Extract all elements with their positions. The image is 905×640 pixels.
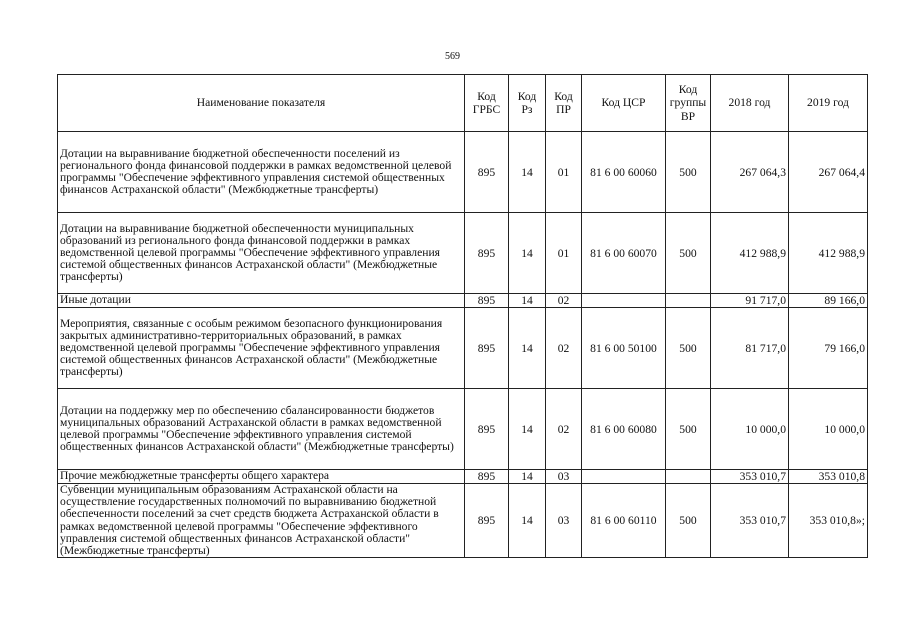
row-name: Дотации на поддержку мер по обеспечению сбалансированности бюджетов муниципальных образований Астраханской области в рамках ведомственной целевой программы "Обеспечение эффективного управления системой общественных финансов Астраханской области" (Межбюджетные трансферты) (58, 389, 465, 470)
row-pr: 02 (546, 308, 582, 389)
row-csr: 81 6 00 60060 (582, 132, 666, 213)
row-name: Прочие межбюджетные трансферты общего характера (58, 470, 465, 484)
row-rz: 14 (509, 132, 546, 213)
row-grbs: 895 (465, 294, 509, 308)
row-vr: 500 (666, 484, 711, 558)
row-grbs: 895 (465, 213, 509, 294)
row-rz: 14 (509, 484, 546, 558)
header-2019: 2019 год (789, 75, 868, 132)
budget-table (57, 74, 868, 558)
row-2018: 91 717,0 (711, 294, 789, 308)
row-vr (666, 294, 711, 308)
row-name: Иные дотации (58, 294, 465, 308)
row-2018: 353 010,7 (711, 470, 789, 484)
row-pr: 03 (546, 484, 582, 558)
row-csr (582, 470, 666, 484)
row-grbs: 895 (465, 470, 509, 484)
header-vr: Код группы ВР (666, 75, 711, 132)
row-rz: 14 (509, 389, 546, 470)
header-rz: Код Рз (509, 75, 546, 132)
row-pr: 02 (546, 294, 582, 308)
row-rz: 14 (509, 470, 546, 484)
row-2019: 353 010,8 (789, 470, 868, 484)
row-csr: 81 6 00 50100 (582, 308, 666, 389)
row-csr: 81 6 00 60080 (582, 389, 666, 470)
row-csr: 81 6 00 60070 (582, 213, 666, 294)
header-name: Наименование показателя (58, 75, 465, 132)
row-rz: 14 (509, 213, 546, 294)
row-name: Дотации на выравнивание бюджетной обеспеченности поселений из регионального фонда финансовой поддержки в рамках ведомственной целевой программы "Обеспечение эффективного управления системой общественных финансов Астраханской области" (Межбюджетные трансферты) (58, 132, 465, 213)
row-name: Дотации на выравнивание бюджетной обеспеченности муниципальных образований из регионального фонда финансовой поддержки в рамках ведомственной целевой программы "Обеспечение эффективного управления системой общественных финансов Астраханской области" (Межбюджетные трансферты) (58, 213, 465, 294)
table-header-row (58, 75, 868, 132)
table-row (58, 470, 868, 484)
row-grbs: 895 (465, 484, 509, 558)
table-row (58, 213, 868, 294)
row-csr (582, 294, 666, 308)
header-pr: Код ПР (546, 75, 582, 132)
table-row (58, 484, 868, 558)
row-grbs: 895 (465, 308, 509, 389)
header-grbs: Код ГРБС (465, 75, 509, 132)
row-vr: 500 (666, 389, 711, 470)
row-vr (666, 470, 711, 484)
row-2018: 267 064,3 (711, 132, 789, 213)
row-2019: 79 166,0 (789, 308, 868, 389)
row-pr: 03 (546, 470, 582, 484)
table-row (58, 308, 868, 389)
table-row (58, 132, 868, 213)
row-rz: 14 (509, 294, 546, 308)
page-number: 569 (445, 51, 460, 62)
row-2019: 10 000,0 (789, 389, 868, 470)
row-2018: 353 010,7 (711, 484, 789, 558)
row-pr: 01 (546, 213, 582, 294)
row-2019: 412 988,9 (789, 213, 868, 294)
row-name: Субвенции муниципальным образованиям Астраханской области на осуществление государственных полномочий по выравниванию бюджетной обеспеченности поселений за счет средств бюджета Астраханской области в рамках ведомственной целевой программы "Обеспечение эффективного управления системой общественных финансов Астраханской области" (Межбюджетные трансферты) (58, 484, 465, 558)
header-2018: 2018 год (711, 75, 789, 132)
row-grbs: 895 (465, 389, 509, 470)
table-row (58, 294, 868, 308)
row-2019: 267 064,4 (789, 132, 868, 213)
row-2018: 412 988,9 (711, 213, 789, 294)
row-grbs: 895 (465, 132, 509, 213)
row-2018: 10 000,0 (711, 389, 789, 470)
row-pr: 02 (546, 389, 582, 470)
row-2019: 353 010,8»; (789, 484, 868, 558)
row-2018: 81 717,0 (711, 308, 789, 389)
row-vr: 500 (666, 308, 711, 389)
table-row (58, 389, 868, 470)
row-rz: 14 (509, 308, 546, 389)
row-vr: 500 (666, 213, 711, 294)
row-csr: 81 6 00 60110 (582, 484, 666, 558)
row-name: Мероприятия, связанные с особым режимом безопасного функционирования закрытых административно-территориальных образований, в рамках ведомственной целевой программы "Обеспечение эффективного управления системой общественных финансов Астраханской области" (Межбюджетные трансферты) (58, 308, 465, 389)
row-2019: 89 166,0 (789, 294, 868, 308)
header-csr: Код ЦСР (582, 75, 666, 132)
row-pr: 01 (546, 132, 582, 213)
row-vr: 500 (666, 132, 711, 213)
